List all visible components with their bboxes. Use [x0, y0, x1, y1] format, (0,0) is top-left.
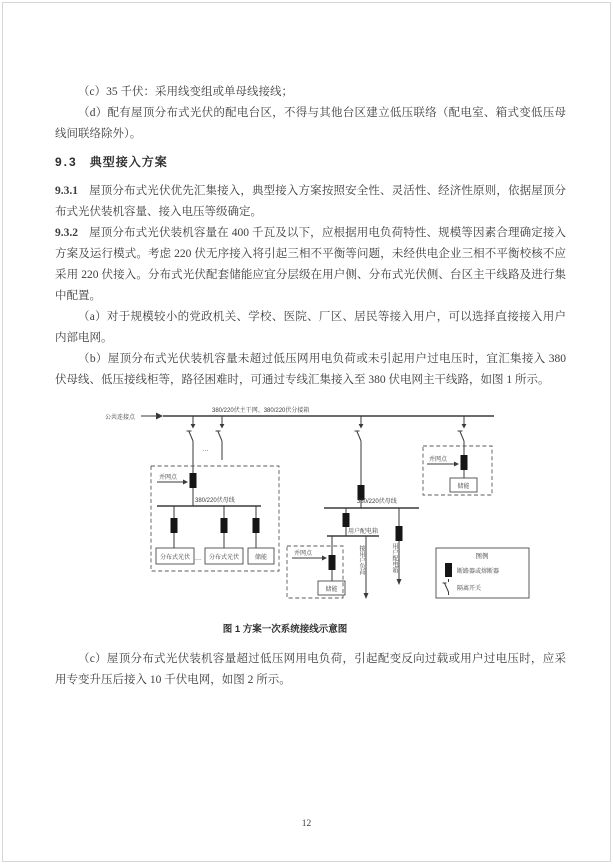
section-title: 典型接入方案	[89, 155, 168, 169]
grid-point-label: 并网点	[159, 475, 178, 481]
breaker-icon	[221, 518, 228, 533]
lv-bus-label: 380/220伏母线	[195, 498, 235, 504]
pv-unit-label: 分布式光伏	[159, 555, 191, 561]
feeder-arrow	[364, 593, 369, 599]
paragraph-item-c: （c）屋顶分布式光伏装机容量超过低压网用电负荷，引起配变反向过载或用户过电压时，应采用专变升压后接入 10 千伏电网，如图 2 所示。	[55, 653, 566, 686]
breaker-icon	[343, 513, 350, 527]
disconnect-switch-icon	[458, 416, 467, 443]
to-user-box-label: 用户配电箱	[391, 543, 397, 573]
grid-point-arrow	[183, 480, 188, 485]
paragraph-item-a: （a）对于规模较小的党政机关、学校、医院、厂区、居民等接入用户，可以选择直接接入用户内部电网。	[55, 311, 566, 344]
section-number: 9.3	[55, 155, 78, 169]
breaker-icon	[358, 485, 365, 500]
legend-title: 图例	[475, 553, 489, 560]
pcc-arrow	[156, 413, 163, 420]
clause-number: 9.3.2	[55, 227, 78, 239]
paragraph-item-d: （d）配有屋顶分布式光伏的配电台区，不得与其他台区建立低压联络（配电室、箱式变低压母线间联络除外）。	[55, 107, 566, 140]
legend-breaker-label: 断路器或熔断器	[457, 569, 500, 575]
disconnect-switch-icon	[216, 416, 225, 443]
clause-number: 9.3.1	[55, 185, 78, 197]
breaker-icon	[171, 518, 178, 533]
body-text	[55, 82, 566, 691]
breaker-icon	[329, 555, 336, 570]
pcc-label: 公共连接点	[105, 415, 136, 421]
clause-9-3-2	[55, 223, 566, 307]
switch-legend-icon	[443, 579, 449, 595]
clause-text: 屋顶分布式光伏优先汇集接入，典型接入方案按照安全性、灵活性、经济性原则，依据屋顶分布式光伏装机容量、接入电压等级确定。	[55, 185, 566, 218]
pv-ellipsis: …	[194, 555, 202, 562]
disconnect-switch-icon	[355, 416, 364, 443]
feeder-ellipsis: …	[202, 446, 209, 453]
user-box-label: 用户配电箱	[348, 529, 379, 535]
breaker-legend-icon	[445, 563, 452, 577]
paragraph-item-b: （b）屋顶分布式光伏装机容量未超过低压网用电负荷或未引起用户过电压时，宜汇集接入 380 伏母线、低压接线柜等，路径困难时，可通过专线汇集接入至 380 伏电网主干线路，如图 1 所示。	[55, 353, 566, 386]
breaker-icon	[253, 518, 260, 533]
main-bus-label: 380/220伏主干网、380/220伏分接箱	[212, 408, 310, 414]
figure-caption: 图 1 方案一次系统接线示意图	[222, 624, 348, 635]
to-user-load-label: 接用户负荷	[358, 545, 364, 575]
section-heading	[55, 152, 566, 173]
storage-label: 储能	[325, 587, 338, 593]
pv-unit-label: 分布式光伏	[208, 555, 240, 561]
legend-switch-label: 隔离开关	[457, 586, 482, 592]
page-number: 12	[301, 819, 312, 829]
breaker-icon	[190, 473, 197, 488]
legend	[436, 548, 529, 598]
disconnect-switch-icon	[187, 416, 196, 443]
storage-label: 储能	[457, 484, 470, 490]
breaker-icon	[396, 526, 403, 541]
clause-text: 屋顶分布式光伏装机容量在 400 千瓦及以下，应根据用电负荷特性、规模等因素合理确定接入方案及运行模式。考虑 220 伏无序接入将引起三相不平衡等问题，未经供电企业三相不平衡校核不应采用 220 伏接入。分布式光伏配套储能应宜分层级在用户侧、分布式光伏侧、台区主干线路及进行集中配置。	[55, 227, 566, 302]
lv-bus-label: 380/220伏母线	[357, 499, 397, 505]
grid-point-label: 并网点	[429, 457, 448, 463]
figure-1	[55, 403, 566, 617]
storage-label: 储能	[254, 555, 268, 561]
grid-point-arrow	[322, 556, 327, 561]
breaker-icon	[461, 455, 468, 470]
grid-point-label: 并网点	[294, 551, 313, 557]
one-line-schematic	[99, 403, 599, 617]
grid-point-arrow	[454, 462, 459, 467]
paragraph-item-c35: （c）35 千伏：采用线变组或单母线接线；	[78, 86, 293, 98]
feeder-arrow	[397, 579, 402, 585]
clause-9-3-1	[55, 181, 566, 223]
